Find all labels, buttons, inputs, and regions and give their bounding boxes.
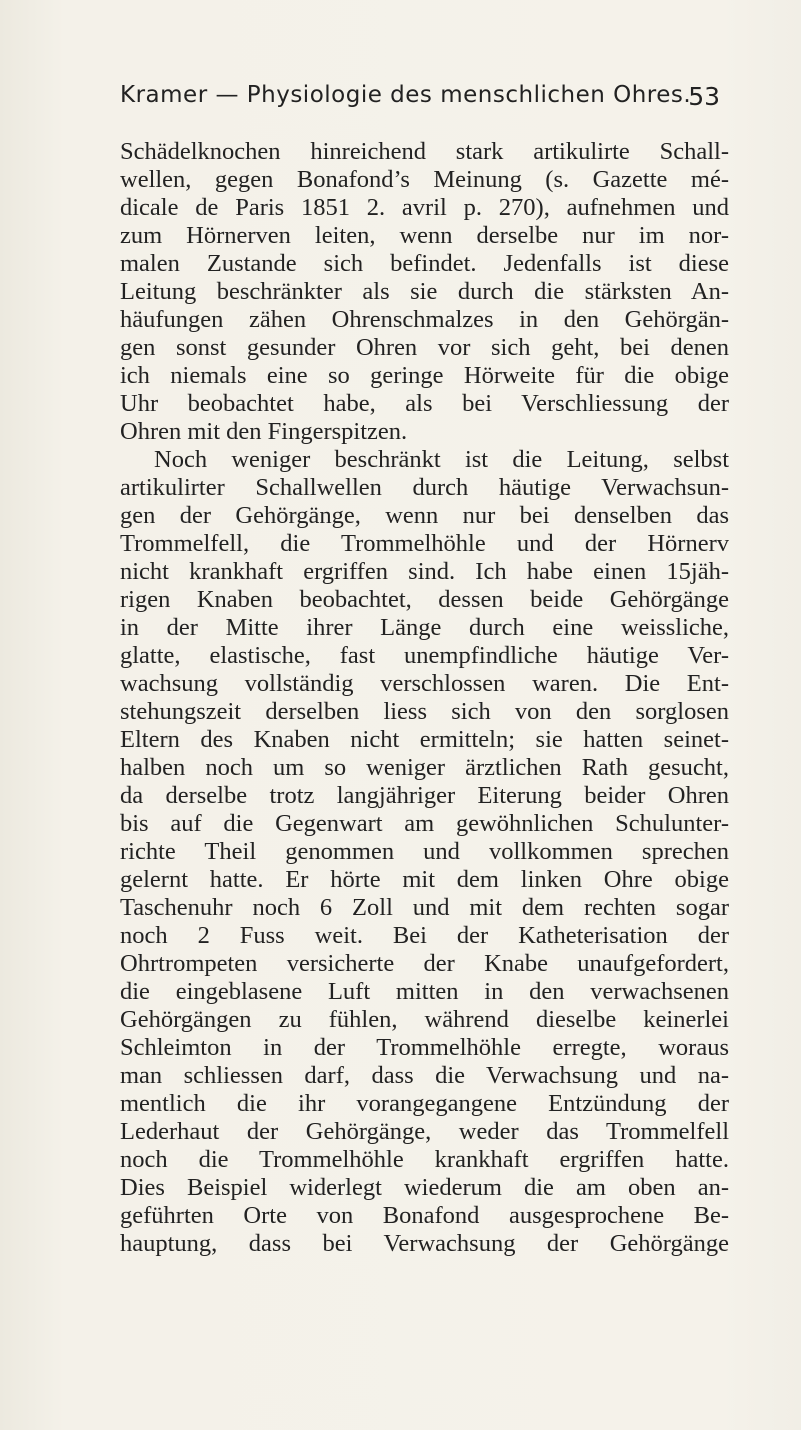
running-head: Kramer — Physiologie des menschlichen Ohres.	[120, 82, 692, 108]
text-line: hauptung, dass bei Verwachsung der Gehörgänge	[120, 1230, 729, 1257]
text-line: noch die Trommelhöhle krankhaft ergriffen hatte.	[120, 1146, 729, 1173]
text-line: Noch weniger beschränkt ist die Leitung, selbst	[154, 446, 729, 473]
text-line: die eingeblasene Luft mitten in den verwachsenen	[120, 978, 729, 1005]
text-line: in der Mitte ihrer Länge durch eine weissliche,	[120, 614, 729, 641]
text-line: Trommelfell, die Trommelhöhle und der Hörnerv	[120, 530, 729, 557]
text-line: mentlich die ihr vorangegangene Entzündung der	[120, 1090, 729, 1117]
text-line: Schädelknochen hinreichend stark artikulirte Schall-	[120, 138, 729, 165]
text-line: malen Zustande sich befindet. Jedenfalls ist diese	[120, 250, 729, 277]
text-line: geführten Orte von Bonafond ausgesprochene Be-	[120, 1202, 729, 1229]
text-line: noch 2 Fuss weit. Bei der Katheterisation der	[120, 922, 729, 949]
text-line: man schliessen darf, dass die Verwachsung und na-	[120, 1062, 729, 1089]
page-header	[120, 82, 720, 118]
text-line: da derselbe trotz langjähriger Eiterung beider Ohren	[120, 782, 729, 809]
text-line: artikulirter Schallwellen durch häutige Verwachsun-	[120, 474, 729, 501]
page-number: 53	[688, 82, 720, 111]
text-line: bis auf die Gegenwart am gewöhnlichen Schulunter-	[120, 810, 729, 837]
text-line: richte Theil genommen und vollkommen sprechen	[120, 838, 729, 865]
text-line: ich niemals eine so geringe Hörweite für die obige	[120, 362, 729, 389]
text-line: stehungszeit derselben liess sich von den sorglosen	[120, 698, 729, 725]
text-line: Ohren mit den Fingerspitzen.	[120, 418, 408, 445]
text-line: zum Hörnerven leiten, wenn derselbe nur im nor-	[120, 222, 729, 249]
text-line: Uhr beobachtet habe, als bei Verschliessung der	[120, 390, 729, 417]
text-line: Schleimton in der Trommelhöhle erregte, woraus	[120, 1034, 729, 1061]
text-line: Leitung beschränkter als sie durch die stärksten An-	[120, 278, 729, 305]
text-line: Dies Beispiel widerlegt wiederum die am oben an-	[120, 1174, 729, 1201]
text-line: Lederhaut der Gehörgänge, weder das Trommelfell	[120, 1118, 729, 1145]
text-line: gen der Gehörgänge, wenn nur bei denselben das	[120, 502, 729, 529]
text-line: dicale de Paris 1851 2. avril p. 270), aufnehmen und	[120, 194, 729, 221]
text-line: Ohrtrompeten versicherte der Knabe unaufgefordert,	[120, 950, 729, 977]
text-line: gen sonst gesunder Ohren vor sich geht, bei denen	[120, 334, 729, 361]
text-line: wachsung vollständig verschlossen waren. Die Ent-	[120, 670, 729, 697]
text-line: glatte, elastische, fast unempfindliche häutige Ver-	[120, 642, 729, 669]
text-line: Gehörgängen zu fühlen, während dieselbe keinerlei	[120, 1006, 729, 1033]
text-line: Taschenuhr noch 6 Zoll und mit dem rechten sogar	[120, 894, 729, 921]
text-line: halben noch um so weniger ärztlichen Rath gesucht,	[120, 754, 729, 781]
text-line: Eltern des Knaben nicht ermitteln; sie hatten seinet-	[120, 726, 729, 753]
body-text	[120, 135, 729, 1265]
text-line: rigen Knaben beobachtet, dessen beide Gehörgänge	[120, 586, 729, 613]
text-line: häufungen zähen Ohrenschmalzes in den Gehörgän-	[120, 306, 729, 333]
text-line: gelernt hatte. Er hörte mit dem linken Ohre obige	[120, 866, 729, 893]
text-line: wellen, gegen Bonafond’s Meinung (s. Gazette mé-	[120, 166, 729, 193]
text-line: nicht krankhaft ergriffen sind. Ich habe einen 15jäh-	[120, 558, 729, 585]
